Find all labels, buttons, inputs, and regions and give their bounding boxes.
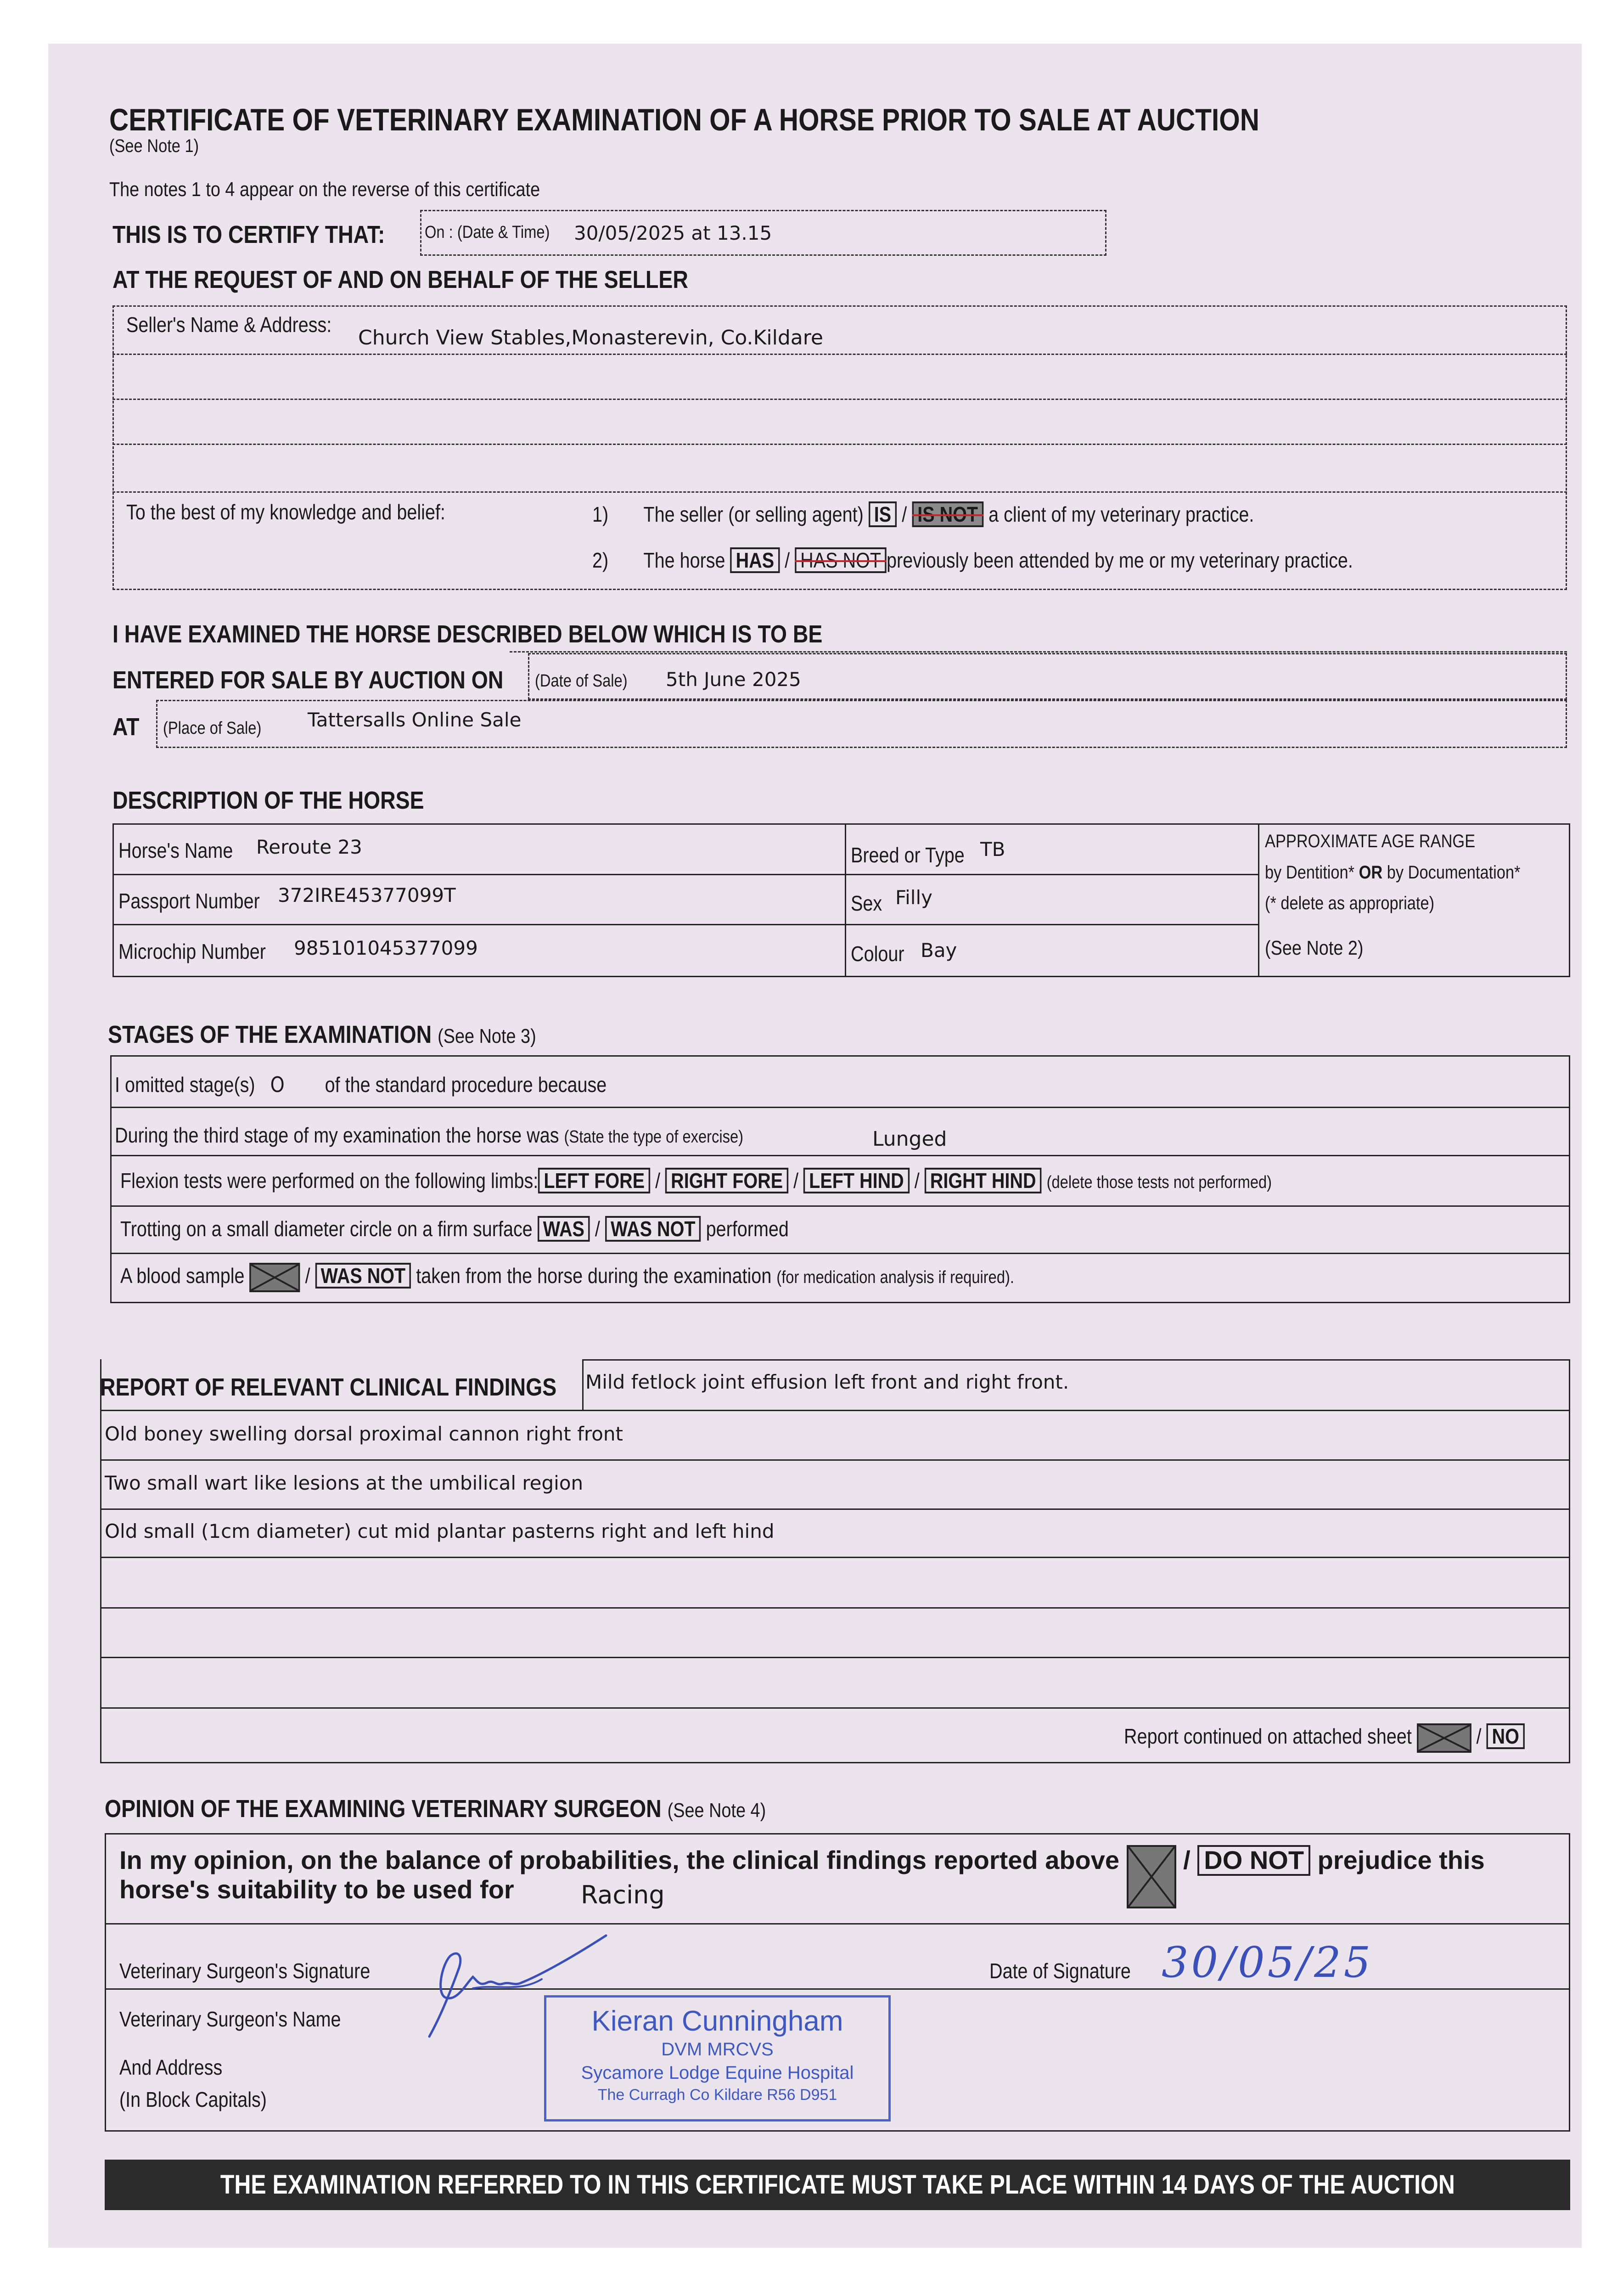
third-stage-row: During the third stage of my examination the horse was (State the type of exercise) [115, 1123, 744, 1147]
examined-heading: I HAVE EXAMINED THE HORSE DESCRIBED BELOW WHICH IS TO BE [112, 620, 823, 648]
stages-row-1 [110, 1107, 1570, 1108]
age-options[interactable]: by Dentition* OR by Documentation* [1265, 862, 1521, 883]
report-table [100, 1359, 1570, 1763]
finding-4[interactable]: Old small (1cm diameter) cut mid plantar pasterns right and left hind [105, 1520, 775, 1542]
horse-row-1 [112, 874, 1258, 875]
on-label: On : (Date & Time) [425, 223, 550, 242]
right-hind-option[interactable]: RIGHT HIND [925, 1168, 1042, 1193]
horse-name-value[interactable]: Reroute 23 [256, 836, 362, 858]
breed-label: Breed or Type [851, 843, 965, 867]
stamp-practice: Sycamore Lodge Equine Hospital [581, 2063, 854, 2083]
report-row-1 [100, 1410, 1570, 1411]
horse-name-label: Horse's Name [118, 838, 233, 862]
blood-row: A blood sample / WAS NOT taken from the horse during the examination (for medication analysis if required). [120, 1263, 1160, 1292]
opinion-line-1: In my opinion, on the balance of probabilities, the clinical findings reported above / DO NOT prejudice this [119, 1845, 1485, 1908]
report-row-3 [100, 1508, 1570, 1510]
entered-heading: ENTERED FOR SALE BY AUCTION ON [112, 666, 504, 694]
stages-row-4 [110, 1253, 1570, 1254]
description-heading: DESCRIPTION OF THE HORSE [112, 787, 424, 814]
date-of-sale-label: (Date of Sale) [535, 671, 628, 691]
finding-3[interactable]: Two small wart like lesions at the umbilical region [105, 1472, 584, 1494]
do-not-option[interactable]: DO NOT [1197, 1845, 1310, 1876]
trot-was-not-option[interactable]: WAS NOT [605, 1216, 701, 1242]
opinion-heading: OPINION OF THE EXAMINING VETERINARY SURGEON (See Note 4) [105, 1795, 766, 1823]
see-note-1: (See Note 1) [109, 136, 199, 156]
seller-label: Seller's Name & Address: [126, 313, 332, 337]
age-heading: APPROXIMATE AGE RANGE [1265, 831, 1476, 851]
blood-was-crossed[interactable] [250, 1263, 300, 1292]
colour-value[interactable]: Bay [921, 939, 957, 962]
continued-no-option[interactable]: NO [1486, 1723, 1524, 1749]
report-row-6 [100, 1657, 1570, 1658]
do-crossed[interactable] [1127, 1845, 1176, 1908]
sex-value[interactable]: Filly [895, 886, 932, 909]
date-of-sale-value: 5th June 2025 [666, 668, 801, 691]
horse-col-2 [1258, 823, 1259, 977]
report-continued: Report continued on attached sheet / NO [1124, 1723, 1590, 1753]
left-hind-option[interactable]: LEFT HIND [803, 1168, 910, 1193]
opinion-row-1 [105, 1923, 1570, 1925]
finding-2[interactable]: Old boney swelling dorsal proximal cannon right front [105, 1423, 623, 1445]
signature-label: Veterinary Surgeon's Signature [119, 1959, 371, 1983]
third-stage-value[interactable]: Lunged [872, 1127, 947, 1151]
sex-label: Sex [851, 891, 882, 915]
microchip-label: Microchip Number [118, 940, 266, 963]
stamp-name: Kieran Cunningham [591, 2005, 843, 2037]
colour-label: Colour [851, 942, 904, 966]
passport-label: Passport Number [118, 889, 260, 913]
opinion-line-2: horse's suitability to be used for [119, 1875, 514, 1904]
has-option[interactable]: HAS [730, 547, 780, 573]
flexion-row: Flexion tests were performed on the following limbs: LEFT FORE / RIGHT FORE / LEFT HIND / RIGHT HIND (delete those tests not performed) [120, 1168, 1459, 1193]
date-of-signature-value[interactable]: 30/05/25 [1162, 1938, 1374, 1987]
date-of-signature-label: Date of Signature [989, 1959, 1131, 1983]
horse-col-1 [845, 823, 846, 977]
footer-banner: THE EXAMINATION REFERRED TO IN THIS CERTIFICATE MUST TAKE PLACE WITHIN 14 DAYS OF THE AUCTION [105, 2160, 1570, 2210]
breed-value[interactable]: TB [980, 838, 1005, 861]
stages-row-3 [110, 1205, 1570, 1207]
vet-stamp [544, 1995, 891, 2122]
certify-heading: THIS IS TO CERTIFY THAT: [112, 221, 385, 248]
opinion-row-2 [105, 1988, 1570, 1990]
seller-line-1 [112, 354, 1567, 355]
blood-was-not-option[interactable]: WAS NOT [315, 1263, 411, 1289]
at-label: AT [112, 713, 140, 741]
belief-label: To the best of my knowledge and belief: [126, 500, 445, 524]
microchip-value[interactable]: 985101045377099 [294, 937, 478, 959]
place-of-sale-label: (Place of Sale) [163, 719, 262, 738]
address-label-2: (In Block Capitals) [119, 2088, 267, 2111]
report-heading: REPORT OF RELEVANT CLINICAL FINDINGS [100, 1373, 557, 1401]
statement-1: 1) The seller (or selling agent) IS / IS NOT a client of my veterinary practice. [592, 501, 1362, 527]
intended-use-value[interactable]: Racing [581, 1880, 665, 1909]
trotting-row: Trotting on a small diameter circle on a firm surface WAS / WAS NOT performed [120, 1216, 898, 1242]
seller-line-2 [112, 399, 1567, 400]
seller-line-3 [112, 444, 1567, 445]
statement-2: 2) The horse HAS / HAS NOT previously been attended by me or my veterinary practice. [592, 547, 1477, 573]
passport-value[interactable]: 372IRE45377099T [278, 884, 456, 906]
report-heading-divider [582, 1359, 584, 1410]
omitted-stage-row: I omitted stage(s) O of the standard procedure because [115, 1072, 607, 1097]
seller-line-4 [112, 491, 1567, 493]
has-not-option[interactable]: HAS NOT [795, 547, 887, 573]
examined-underline [510, 651, 1567, 653]
report-row-2 [100, 1459, 1570, 1461]
is-option[interactable]: IS [869, 501, 897, 527]
is-not-option[interactable]: IS NOT [912, 501, 983, 527]
finding-1[interactable]: Mild fetlock joint effusion left front and right front. [585, 1371, 1069, 1393]
age-delete-note: (* delete as appropriate) [1265, 893, 1435, 913]
report-row-4 [100, 1557, 1570, 1558]
left-fore-option[interactable]: LEFT FORE [538, 1168, 650, 1193]
place-of-sale-value: Tattersalls Online Sale [308, 709, 522, 731]
omitted-stage-value[interactable]: O [270, 1072, 285, 1097]
report-row-5 [100, 1607, 1570, 1609]
on-value: 30/05/2025 at 13.15 [574, 222, 772, 244]
horse-row-2 [112, 924, 1258, 925]
seller-value[interactable]: Church View Stables,Monasterevin, Co.Kildare [358, 326, 823, 349]
trot-was-option[interactable]: WAS [538, 1216, 590, 1242]
address-label-1: And Address [119, 2055, 223, 2079]
notes-line: The notes 1 to 4 appear on the reverse of this certificate [109, 178, 540, 201]
right-fore-option[interactable]: RIGHT FORE [665, 1168, 788, 1193]
report-top-line [582, 1359, 1570, 1361]
age-see-note: (See Note 2) [1265, 937, 1364, 959]
report-row-7 [100, 1707, 1570, 1709]
stamp-quals: DVM MRCVS [661, 2039, 774, 2060]
continued-yes-crossed[interactable] [1417, 1723, 1471, 1753]
vet-name-label: Veterinary Surgeon's Name [119, 2007, 341, 2031]
certificate-title: CERTIFICATE OF VETERINARY EXAMINATION OF A HORSE PRIOR TO SALE AT AUCTION [109, 102, 1259, 137]
stamp-address: The Curragh Co Kildare R56 D951 [597, 2086, 837, 2104]
stages-heading: STAGES OF THE EXAMINATION (See Note 3) [108, 1021, 536, 1048]
request-heading: AT THE REQUEST OF AND ON BEHALF OF THE SELLER [112, 266, 688, 293]
stages-row-2 [110, 1155, 1570, 1156]
